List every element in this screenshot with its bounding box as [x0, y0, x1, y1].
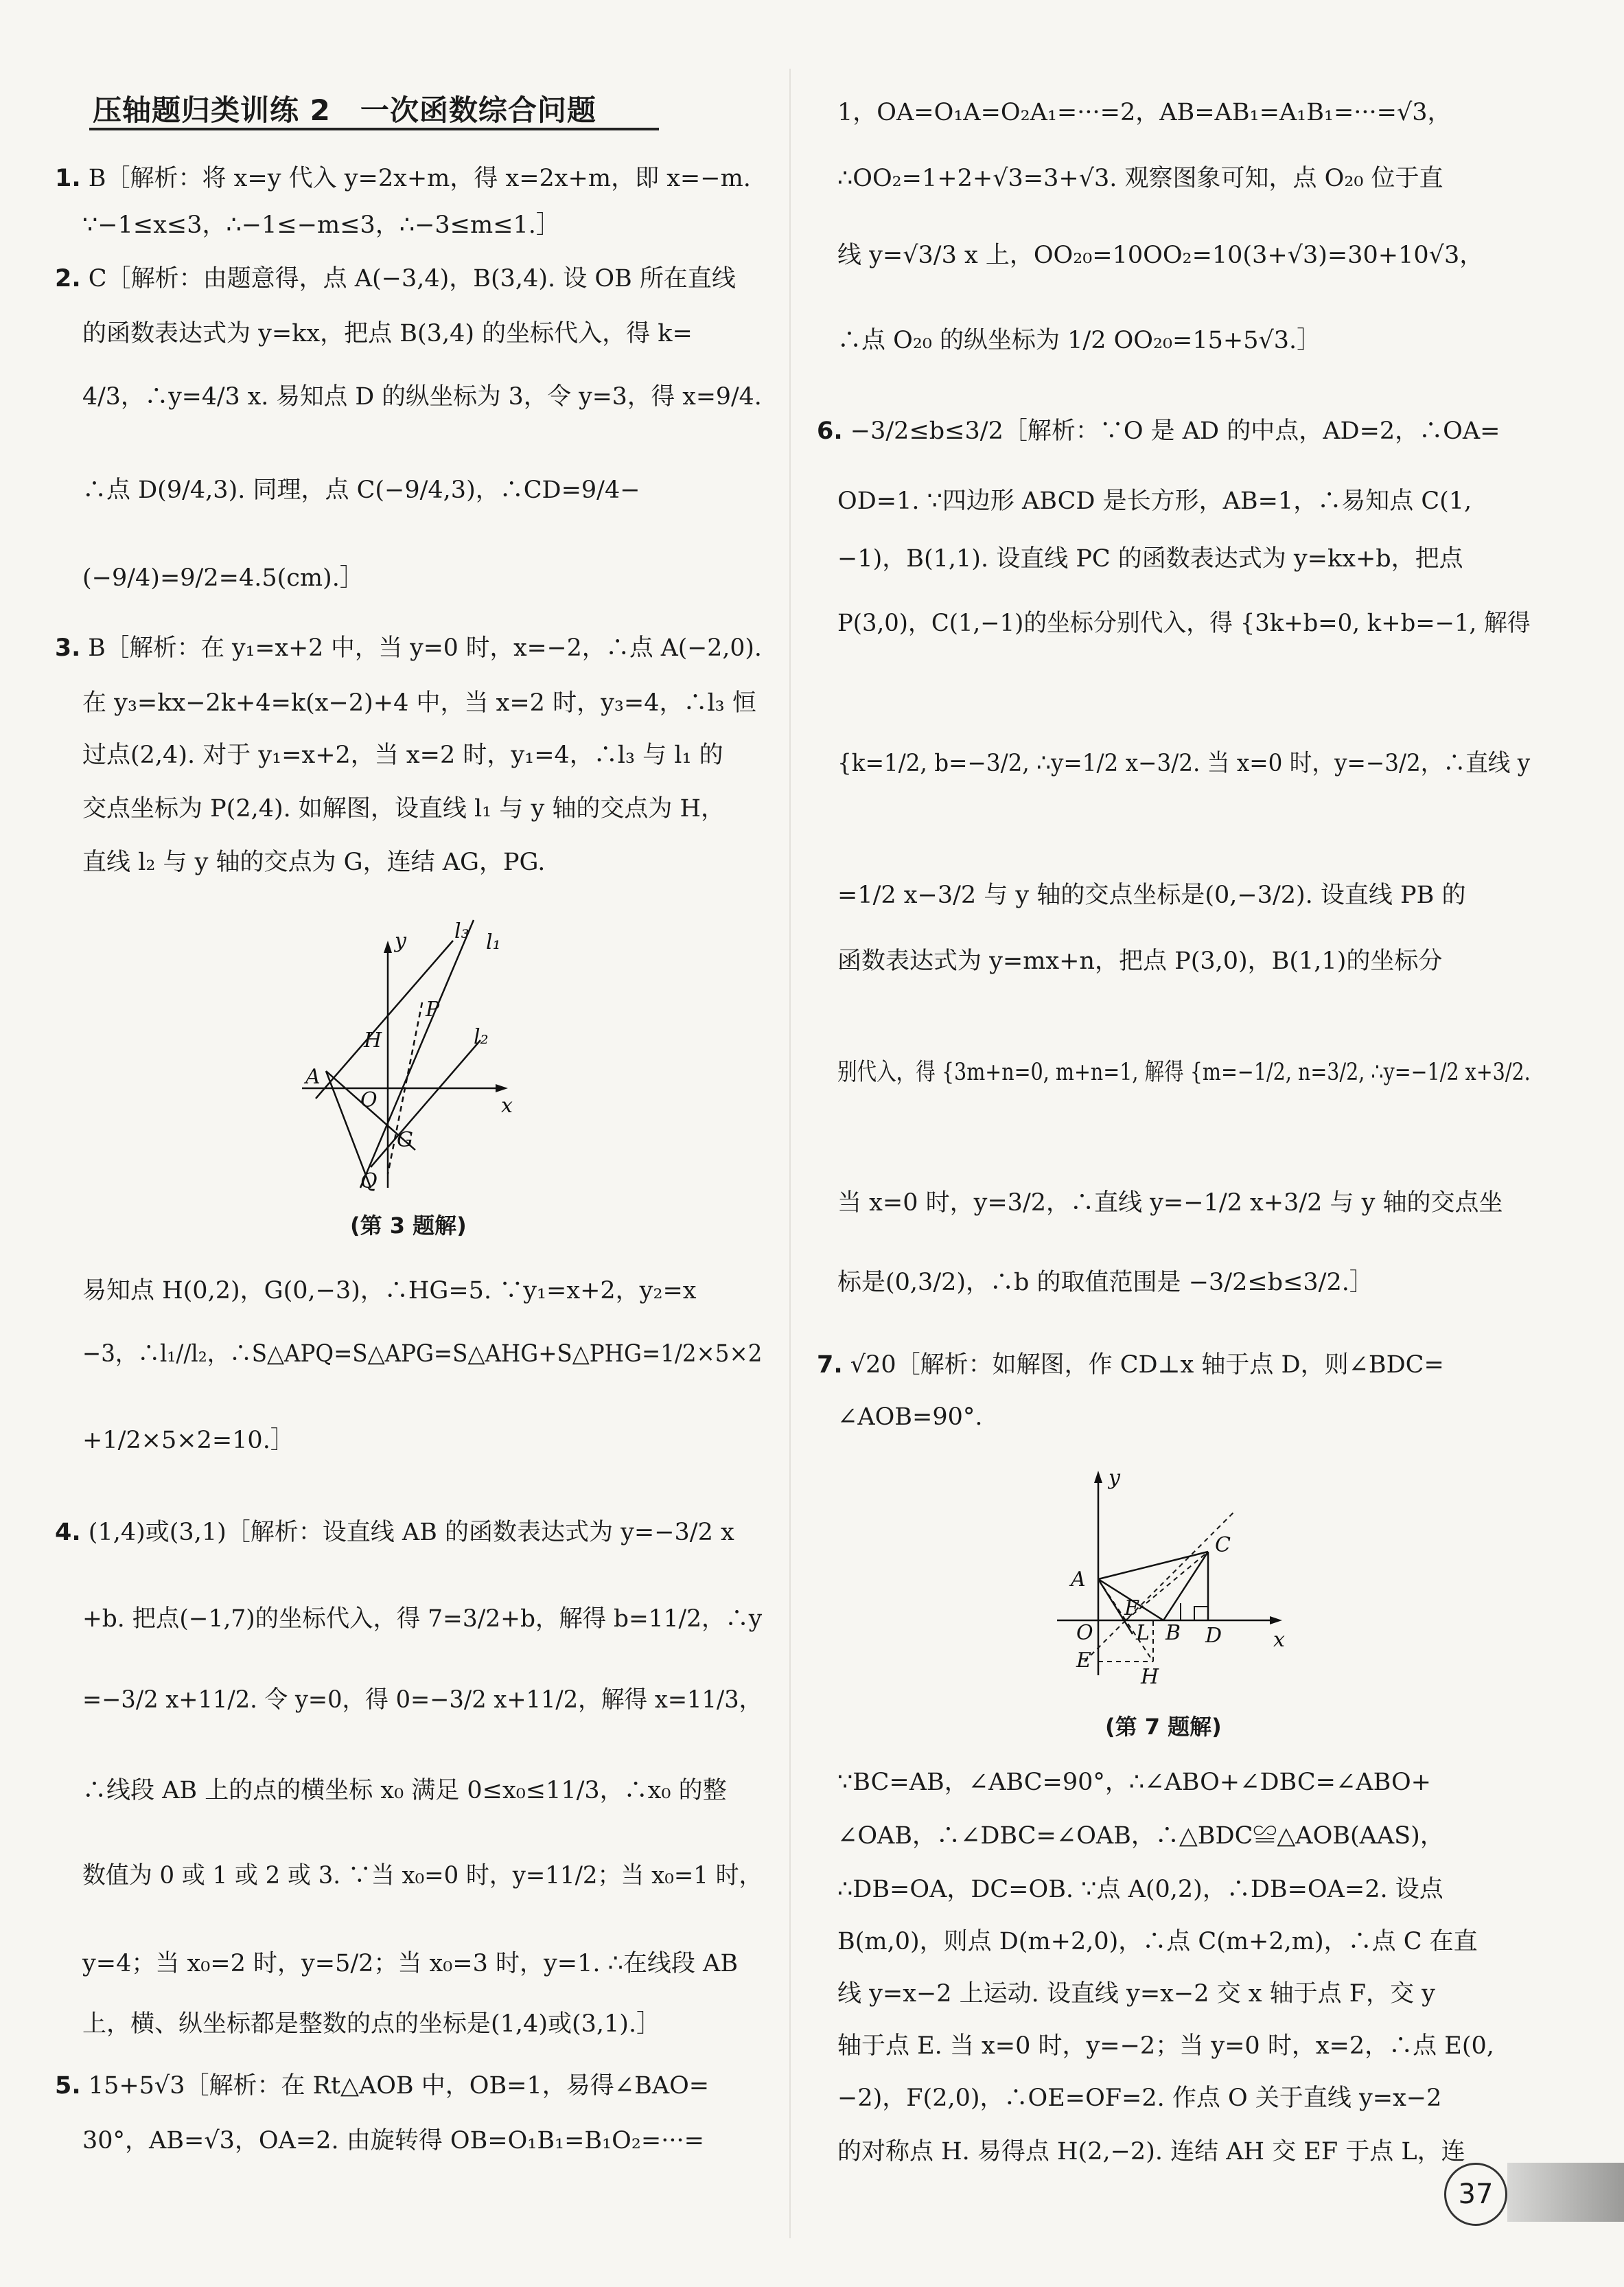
- q7-cont-line7: −2)，F(2,0)，∴OE=OF=2. 作点 O 关于直线 y=x−2: [837, 2084, 1442, 2112]
- q3-line2: 在 y₃=kx−2k+4=k(x−2)+4 中，当 x=2 时，y₃=4，∴l₃ 恒: [82, 689, 756, 717]
- q4-line7: 上，横、纵坐标都是整数的点的坐标是(1,4)或(3,1).］: [82, 2010, 661, 2038]
- label-E: E: [1076, 1648, 1091, 1673]
- q6-line10: 标是(0,3/2)，∴b 的取值范围是 −3/2≤b≤3/2.］: [837, 1269, 1373, 1296]
- q7-cont-line3: ∴DB=OA，DC=OB. ∵点 A(0,2)，∴DB=OA=2. 设点: [837, 1876, 1443, 1903]
- label-A: A: [1071, 1567, 1086, 1591]
- label-F: F: [1124, 1596, 1139, 1620]
- q7-cont-line4: B(m,0)，则点 D(m+2,0)，∴点 C(m+2,m)，∴点 C 在直: [837, 1928, 1478, 1955]
- label-A: A: [305, 1065, 321, 1089]
- q2-line3: 4/3，∴y=4/3 x. 易知点 D 的纵坐标为 3，令 y=3，得 x=9/4.: [82, 383, 762, 411]
- label-l2: l₂: [474, 1025, 489, 1049]
- q1-number: 1.: [55, 165, 81, 192]
- q3-line3: 过点(2,4). 对于 y₁=x+2，当 x=2 时，y₁=4，∴l₃ 与 l₁ 的: [82, 742, 723, 769]
- label-D: D: [1205, 1624, 1222, 1648]
- q4-line6: y=4；当 x₀=2 时，y=5/2；当 x₀=3 时，y=1. ∴在线段 AB: [82, 1950, 739, 1977]
- figure-q3-caption: (第 3 题解): [350, 1213, 467, 1239]
- q6-line4: P(3,0)，C(1,−1)的坐标分别代入，得 {3k+b=0, k+b=−1, 解得: [837, 610, 1531, 637]
- q7-cont-line8: 的对称点 H. 易得点 H(2,−2). 连结 AH 交 EF 于点 L，连: [837, 2138, 1465, 2165]
- label-y: y: [1109, 1466, 1120, 1490]
- label-l3: l₃: [454, 919, 469, 943]
- label-l1: l₁: [486, 930, 501, 954]
- figure-q7: [1043, 1462, 1290, 1696]
- q4-line1: 4. (1,4)或(3,1)［解析：设直线 AB 的函数表达式为 y=−3/2 x: [55, 1519, 734, 1546]
- x-axis-arrow: [496, 1084, 508, 1092]
- label-P: P: [426, 998, 440, 1022]
- q2-line5: (−9/4)=9/2=4.5(cm).］: [82, 564, 364, 592]
- q5-line1: 5. 15+5√3［解析：在 Rt△AOB 中，OB=1，易得∠BAO=: [55, 2072, 710, 2100]
- q2-line4: ∴点 D(9/4,3). 同理，点 C(−9/4,3)，∴CD=9/4−: [82, 476, 640, 504]
- q6-line7: 函数表达式为 y=mx+n，把点 P(3,0)，B(1,1)的坐标分: [837, 947, 1443, 975]
- q5-line2: 30°，AB=√3，OA=2. 由旋转得 OB=O₁B₁=B₁O₂=···=: [82, 2127, 704, 2154]
- label-O: O: [1076, 1621, 1093, 1645]
- page-number: 37: [1444, 2163, 1507, 2226]
- y-axis-arrow: [1094, 1471, 1102, 1483]
- label-B: B: [1165, 1621, 1181, 1645]
- q7-cont-line1: ∵BC=AB，∠ABC=90°，∴∠ABO+∠DBC=∠ABO+: [837, 1769, 1431, 1796]
- label-H: H: [364, 1028, 382, 1053]
- q4-line3: =−3/2 x+11/2. 令 y=0，得 0=−3/2 x+11/2，解得 x=11/3，: [82, 1686, 763, 1714]
- q3-cont-line3: +1/2×5×2=10.］: [82, 1427, 294, 1454]
- label-y: y: [395, 929, 406, 953]
- q6-line1: 6. −3/2≤b≤3/2［解析：∵O 是 AD 的中点，AD=2，∴OA=: [817, 417, 1500, 445]
- figure-q7-caption: (第 7 题解): [1105, 1714, 1222, 1740]
- label-O: O: [360, 1088, 378, 1112]
- x-axis-arrow: [1270, 1616, 1282, 1624]
- q5-cont-line4: ∴点 O₂₀ 的纵坐标为 1/2 OO₂₀=15+5√3.］: [837, 327, 1321, 354]
- column-divider: [789, 69, 791, 2238]
- q7-cont-line2: ∠OAB，∴∠DBC=∠OAB，∴△BDC≌△AOB(AAS)，: [837, 1822, 1444, 1850]
- q4-line5: 数值为 0 或 1 或 2 或 3. ∵当 x₀=0 时，y=11/2；当 x₀=1 时，: [82, 1862, 763, 1889]
- q7-line1: 7. √20［解析：如解图，作 CD⊥x 轴于点 D，则∠BDC=: [817, 1351, 1444, 1379]
- q7-line2: ∠AOB=90°.: [837, 1403, 983, 1431]
- q6-line9: 当 x=0 时，y=3/2，∴直线 y=−1/2 x+3/2 与 y 轴的交点坐: [837, 1189, 1503, 1217]
- q4-line2: +b. 把点(−1,7)的坐标代入，得 7=3/2+b，解得 b=11/2，∴y: [82, 1605, 763, 1633]
- label-L: L: [1136, 1621, 1150, 1645]
- line-l3: [360, 920, 474, 1188]
- figure-q3: [295, 913, 542, 1202]
- label-x: x: [1273, 1628, 1285, 1652]
- q7-cont-line6: 轴于点 E. 当 x=0 时，y=−2；当 y=0 时，x=2，∴点 E(0,: [837, 2032, 1494, 2060]
- q5-cont-line2: ∴OO₂=1+2+√3=3+√3. 观察图象可知，点 O₂₀ 位于直: [837, 165, 1443, 192]
- label-G: G: [397, 1128, 413, 1152]
- q2-line1: 2. C［解析：由题意得，点 A(−3,4)，B(3,4). 设 OB 所在直线: [55, 265, 736, 292]
- label-Q: Q: [360, 1169, 378, 1193]
- q7-cont-line5: 线 y=x−2 上运动. 设直线 y=x−2 交 x 轴于点 F，交 y: [837, 1980, 1435, 2008]
- q5-cont-line3: 线 y=√3/3 x 上，OO₂₀=10OO₂=10(3+√3)=30+10√3，: [837, 242, 1484, 269]
- q6-line5: {k=1/2, b=−3/2, ∴y=1/2 x−3/2. 当 x=0 时，y=−3/2，∴直线 y: [837, 750, 1531, 777]
- q6-line3: −1)，B(1,1). 设直线 PC 的函数表达式为 y=kx+b，把点: [837, 545, 1463, 573]
- page-title: 压轴题归类训练 2 一次函数综合问题: [93, 93, 596, 127]
- q6-line6: =1/2 x−3/2 与 y 轴的交点坐标是(0,−3/2). 设直线 PB 的: [837, 882, 1466, 909]
- page-edge-tab: [1507, 2163, 1624, 2222]
- q3-cont-line2: −3，∴l₁//l₂，∴S△APQ=S△APG=S△AHG+S△PHG=1/2×5×2: [82, 1340, 763, 1368]
- q3-line4: 交点坐标为 P(2,4). 如解图，设直线 l₁ 与 y 轴的交点为 H，: [82, 795, 726, 823]
- q3-line5: 直线 l₂ 与 y 轴的交点为 G，连结 AG，PG.: [82, 849, 546, 876]
- label-H: H: [1141, 1665, 1159, 1689]
- q4-line4: ∴线段 AB 上的点的横坐标 x₀ 满足 0≤x₀≤11/3，∴x₀ 的整: [82, 1777, 727, 1804]
- label-x: x: [501, 1094, 513, 1118]
- q1-line2: ∵−1≤x≤3，∴−1≤−m≤3，∴−3≤m≤1.］: [82, 211, 560, 239]
- y-axis-arrow: [384, 941, 392, 953]
- q6-line2: OD=1. ∵四边形 ABCD 是长方形，AB=1，∴易知点 C(1,: [837, 487, 1472, 515]
- q3-cont-line1: 易知点 H(0,2)，G(0,−3)，∴HG=5. ∵y₁=x+2，y₂=x: [82, 1277, 697, 1305]
- q6-line8: 别代入，得 {3m+n=0, m+n=1, 解得 {m=−1/2, n=3/2, ∴y=−1/2 x+3/2.: [837, 1059, 1531, 1086]
- title-underline: [89, 128, 659, 130]
- q3-line1: 3. B［解析：在 y₁=x+2 中，当 y=0 时，x=−2，∴点 A(−2,0).: [55, 634, 762, 662]
- label-C: C: [1215, 1533, 1231, 1557]
- q2-line2: 的函数表达式为 y=kx，把点 B(3,4) 的坐标代入，得 k=: [82, 320, 693, 347]
- right-angle-mark: [1194, 1607, 1208, 1620]
- q1-line1: 1. B［解析：将 x=y 代入 y=2x+m，得 x=2x+m，即 x=−m.: [55, 165, 751, 192]
- q5-cont-line1: 1，OA=O₁A=O₂A₁=···=2，AB=AB₁=A₁B₁=···=√3，: [837, 99, 1452, 126]
- segment-AC: [1098, 1552, 1208, 1579]
